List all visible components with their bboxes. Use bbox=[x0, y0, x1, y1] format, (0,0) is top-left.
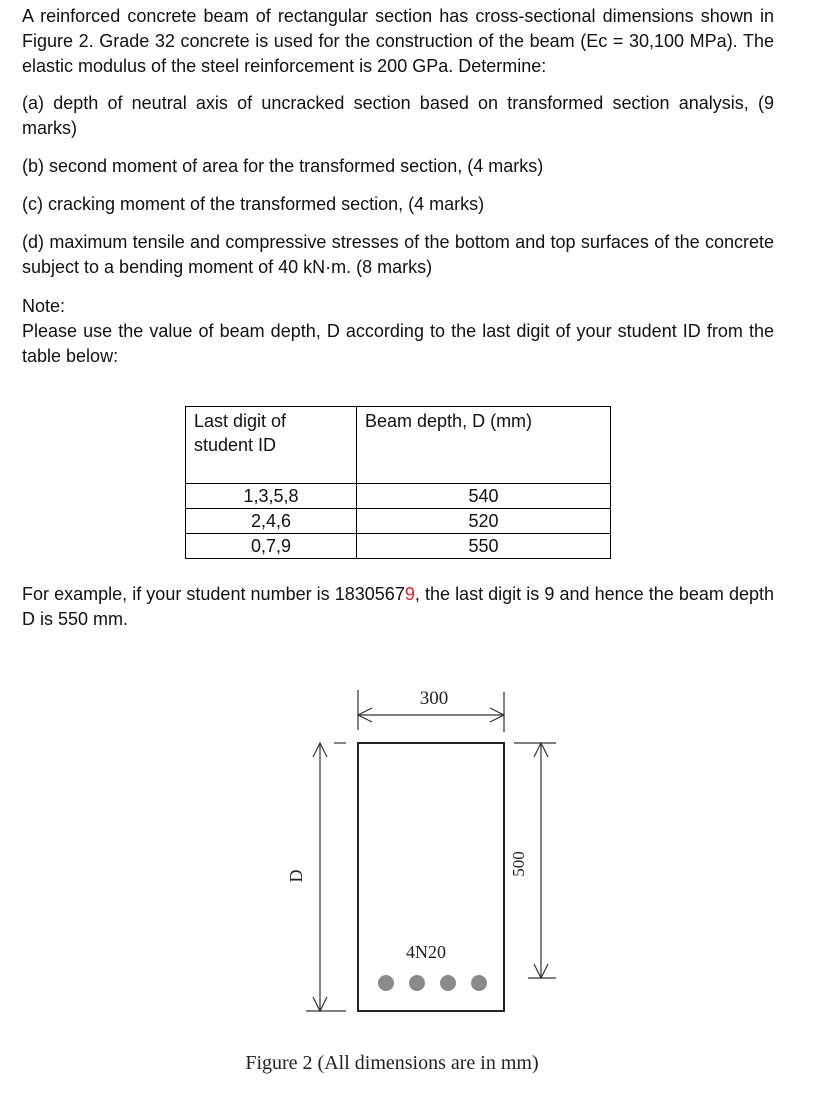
effective-depth-label: 500 bbox=[509, 851, 528, 877]
table-header-digit: Last digit of student ID bbox=[186, 407, 357, 484]
rebar-circle bbox=[378, 975, 394, 991]
note-label: Note: bbox=[22, 296, 66, 316]
table-cell-digits: 0,7,9 bbox=[186, 534, 357, 559]
question-a: (a) depth of neutral axis of uncracked section based on transformed section analysis, (9 marks) bbox=[22, 93, 774, 138]
example-paragraph bbox=[22, 582, 774, 632]
intro-paragraph: A reinforced concrete beam of rectangular section has cross-sectional dimensions shown in Figure 2. Grade 32 concrete is used for the construction of the beam (Ec = 30,100 MPa). The elastic modulus of the steel reinforcement is 200 GPa. Determine: bbox=[22, 6, 774, 76]
beam-depth-table bbox=[185, 406, 611, 559]
beam-cross-section bbox=[358, 743, 504, 1011]
width-label: 300 bbox=[419, 688, 449, 709]
figure-caption: Figure 2 (All dimensions are in mm) bbox=[245, 1052, 539, 1074]
table-row bbox=[186, 534, 611, 559]
example-suffix: , the last digit is 9 and hence the beam depth D is 550 mm. bbox=[22, 584, 774, 629]
note-block bbox=[22, 294, 774, 369]
table-header-row bbox=[186, 407, 611, 484]
table-header-depth: Beam depth, D (mm) bbox=[357, 407, 611, 484]
table-cell-depth: 520 bbox=[357, 509, 611, 534]
question-b: (b) second moment of area for the transformed section, (4 marks) bbox=[22, 156, 544, 176]
table-row bbox=[186, 509, 611, 534]
rebar-circle bbox=[440, 975, 456, 991]
table-cell-depth: 540 bbox=[357, 484, 611, 509]
reinforcement-label: 4N20 bbox=[406, 942, 446, 962]
depth-label: D bbox=[286, 869, 306, 883]
beam-section-figure bbox=[0, 680, 817, 1080]
question-c: (c) cracking moment of the transformed section, (4 marks) bbox=[22, 194, 485, 214]
rebar-circle bbox=[409, 975, 425, 991]
note-text: Please use the value of beam depth, D according to the last digit of your student ID from the table below: bbox=[22, 321, 774, 366]
table-row bbox=[186, 484, 611, 509]
example-highlight-digit: 9 bbox=[404, 584, 415, 604]
table-cell-digits: 2,4,6 bbox=[186, 509, 357, 534]
table-cell-digits: 1,3,5,8 bbox=[186, 484, 357, 509]
example-prefix: For example, if your student number is 1830567 bbox=[22, 584, 405, 604]
rebar-circle bbox=[471, 975, 487, 991]
table-cell-depth: 550 bbox=[357, 534, 611, 559]
question-d: (d) maximum tensile and compressive stresses of the bottom and top surfaces of the concrete subject to a bending moment of 40 kN·m. (8 marks) bbox=[22, 232, 774, 277]
